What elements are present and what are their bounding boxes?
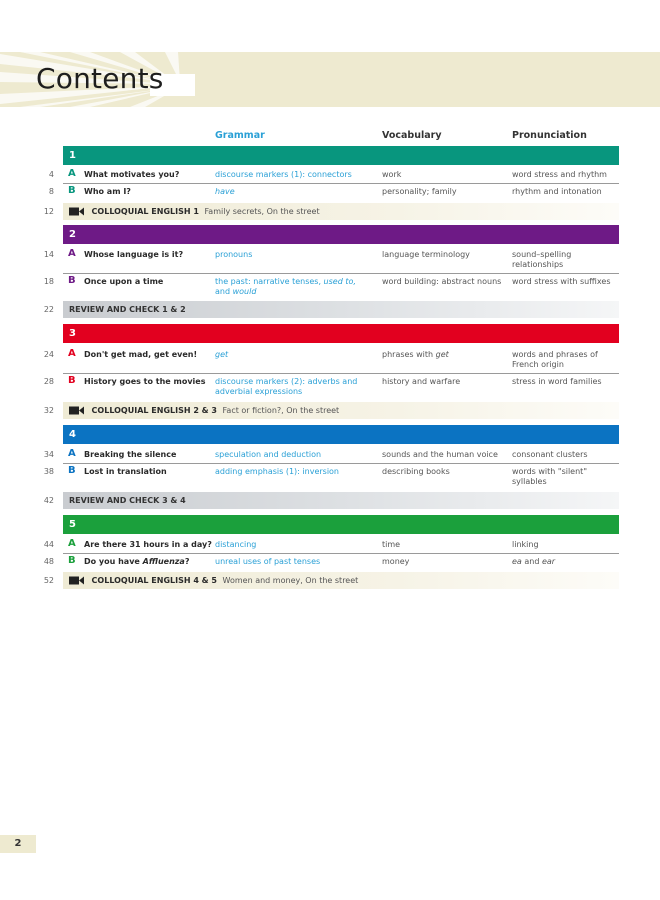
divider [63,373,619,374]
review-label: REVIEW AND CHECK 1 & 2 [69,305,186,314]
unit-number: 2 [69,229,76,240]
lesson-letter: B [68,555,76,566]
lesson-title[interactable]: What motivates you? [84,170,180,179]
colloquial-text: Family secrets, On the street [204,207,320,216]
vocabulary-topic: time [382,540,401,549]
colloquial-label: COLLOQUIAL ENGLISH 2 & 3 [91,406,217,415]
vocabulary-topic: sounds and the human voice [382,450,498,459]
title-italic: Affluenza [142,557,185,566]
page-number: 12 [43,207,54,216]
pronunciation-text: and [521,557,542,566]
lesson-title[interactable]: History goes to the movies [84,377,206,386]
lesson-letter: B [68,375,76,386]
lesson-letter: B [68,185,76,196]
lesson-letter: A [68,448,76,459]
column-header-pronunciation: Pronunciation [512,130,587,141]
lesson-letter: A [68,348,76,359]
colloquial-label: COLLOQUIAL ENGLISH 4 & 5 [91,576,217,585]
vocabulary-text: phrases with [382,350,436,359]
colloquial-english-2-3-band[interactable] [63,402,619,419]
lesson-title[interactable]: Don't get mad, get even! [84,350,198,359]
page-number-footer: 2 [0,835,36,853]
page-title: Contents [36,62,164,95]
title-text: ? [184,557,190,566]
grammar-text: and [215,287,233,296]
page-number: 4 [48,170,54,179]
unit-2-header [63,225,619,244]
video-camera-icon [69,406,85,415]
lesson-letter: A [68,168,76,179]
vocabulary-topic: word building: abstract nouns [382,277,502,286]
pronunciation-topic: words with "silent" syllables [512,467,587,486]
unit-1-header [63,146,619,165]
pronunciation-topic [512,557,622,567]
pronunciation-italic: ea [512,557,522,566]
lesson-letter: A [68,538,76,549]
colloquial-text: Women and money, On the street [222,576,359,585]
lesson-letter: B [68,465,76,476]
grammar-text: the past: narrative tenses, [215,277,324,286]
unit-number: 5 [69,519,76,530]
grammar-italic: used to, [323,277,356,286]
lesson-title[interactable]: Breaking the silence [84,450,177,459]
divider [63,463,619,464]
grammar-topic: unreal uses of past tenses [215,557,321,566]
page-number: 44 [43,540,54,549]
page-number: 24 [43,350,54,359]
page-number: 32 [43,406,54,415]
pronunciation-italic: ear [541,557,556,566]
lesson-title[interactable]: Whose language is it? [84,250,184,259]
lesson-title[interactable] [84,557,189,566]
lesson-title[interactable]: Once upon a time [84,277,164,286]
vocabulary-topic: describing books [382,467,450,476]
unit-number: 3 [69,328,76,339]
page-number: 38 [43,467,54,476]
vocabulary-topic: language terminology [382,250,470,259]
grammar-topic: discourse markers (1): connectors [215,170,352,179]
video-camera-icon [69,207,85,216]
lesson-title[interactable]: Are there 31 hours in a day? [84,540,212,549]
page-number: 48 [43,557,54,566]
grammar-topic: distancing [215,540,257,549]
unit-4-header [63,425,619,444]
grammar-topic: pronouns [215,250,253,259]
page-number: 42 [43,496,54,505]
pronunciation-topic: rhythm and intonation [512,187,602,196]
grammar-topic: discourse markers (2): adverbs and adverbial expressions [215,377,358,396]
grammar-italic: would [232,287,257,296]
colloquial-label: COLLOQUIAL ENGLISH 1 [91,207,199,216]
pronunciation-topic: word stress and rhythm [512,170,607,179]
pronunciation-topic: word stress with suffixes [512,277,611,286]
vocabulary-topic: work [382,170,402,179]
review-check-1-2-band[interactable] [63,301,619,318]
vocabulary-topic [382,350,508,360]
unit-5-header [63,515,619,534]
unit-number: 4 [69,429,76,440]
colloquial-text: Fact or fiction?, On the street [222,406,340,415]
pronunciation-topic: words and phrases of French origin [512,350,598,369]
colloquial-english-1-band[interactable] [63,203,619,220]
pronunciation-topic: sound–spelling relationships [512,250,572,269]
pronunciation-topic: consonant clusters [512,450,588,459]
page-number: 22 [43,305,54,314]
grammar-topic: get [215,350,229,359]
title-text: Do you have [84,557,143,566]
review-label: REVIEW AND CHECK 3 & 4 [69,496,186,505]
divider [63,183,619,184]
page-number: 28 [43,377,54,386]
pronunciation-topic: linking [512,540,539,549]
grammar-topic: adding emphasis (1): inversion [215,467,340,476]
unit-3-header [63,324,619,343]
column-header-grammar: Grammar [215,130,265,141]
lesson-title[interactable]: Lost in translation [84,467,167,476]
grammar-topic: have [215,187,235,196]
unit-number: 1 [69,150,76,161]
vocabulary-topic: money [382,557,410,566]
page-number: 18 [43,277,54,286]
grammar-topic [215,277,375,297]
grammar-topic: speculation and deduction [215,450,322,459]
pronunciation-topic: stress in word families [512,377,602,386]
vocabulary-italic: get [435,350,449,359]
colloquial-english-4-5-band[interactable] [63,572,619,589]
column-header-vocabulary: Vocabulary [382,130,442,141]
review-check-3-4-band[interactable] [63,492,619,509]
vocabulary-topic: personality; family [382,187,457,196]
page-number: 52 [43,576,54,585]
video-camera-icon [69,576,85,585]
divider [63,273,619,274]
lesson-title[interactable]: Who am I? [84,187,131,196]
lesson-letter: B [68,275,76,286]
divider [63,553,619,554]
vocabulary-topic: history and warfare [382,377,461,386]
page-number: 34 [43,450,54,459]
lesson-letter: A [68,248,76,259]
page-number: 14 [43,250,54,259]
page-number: 8 [48,187,54,196]
